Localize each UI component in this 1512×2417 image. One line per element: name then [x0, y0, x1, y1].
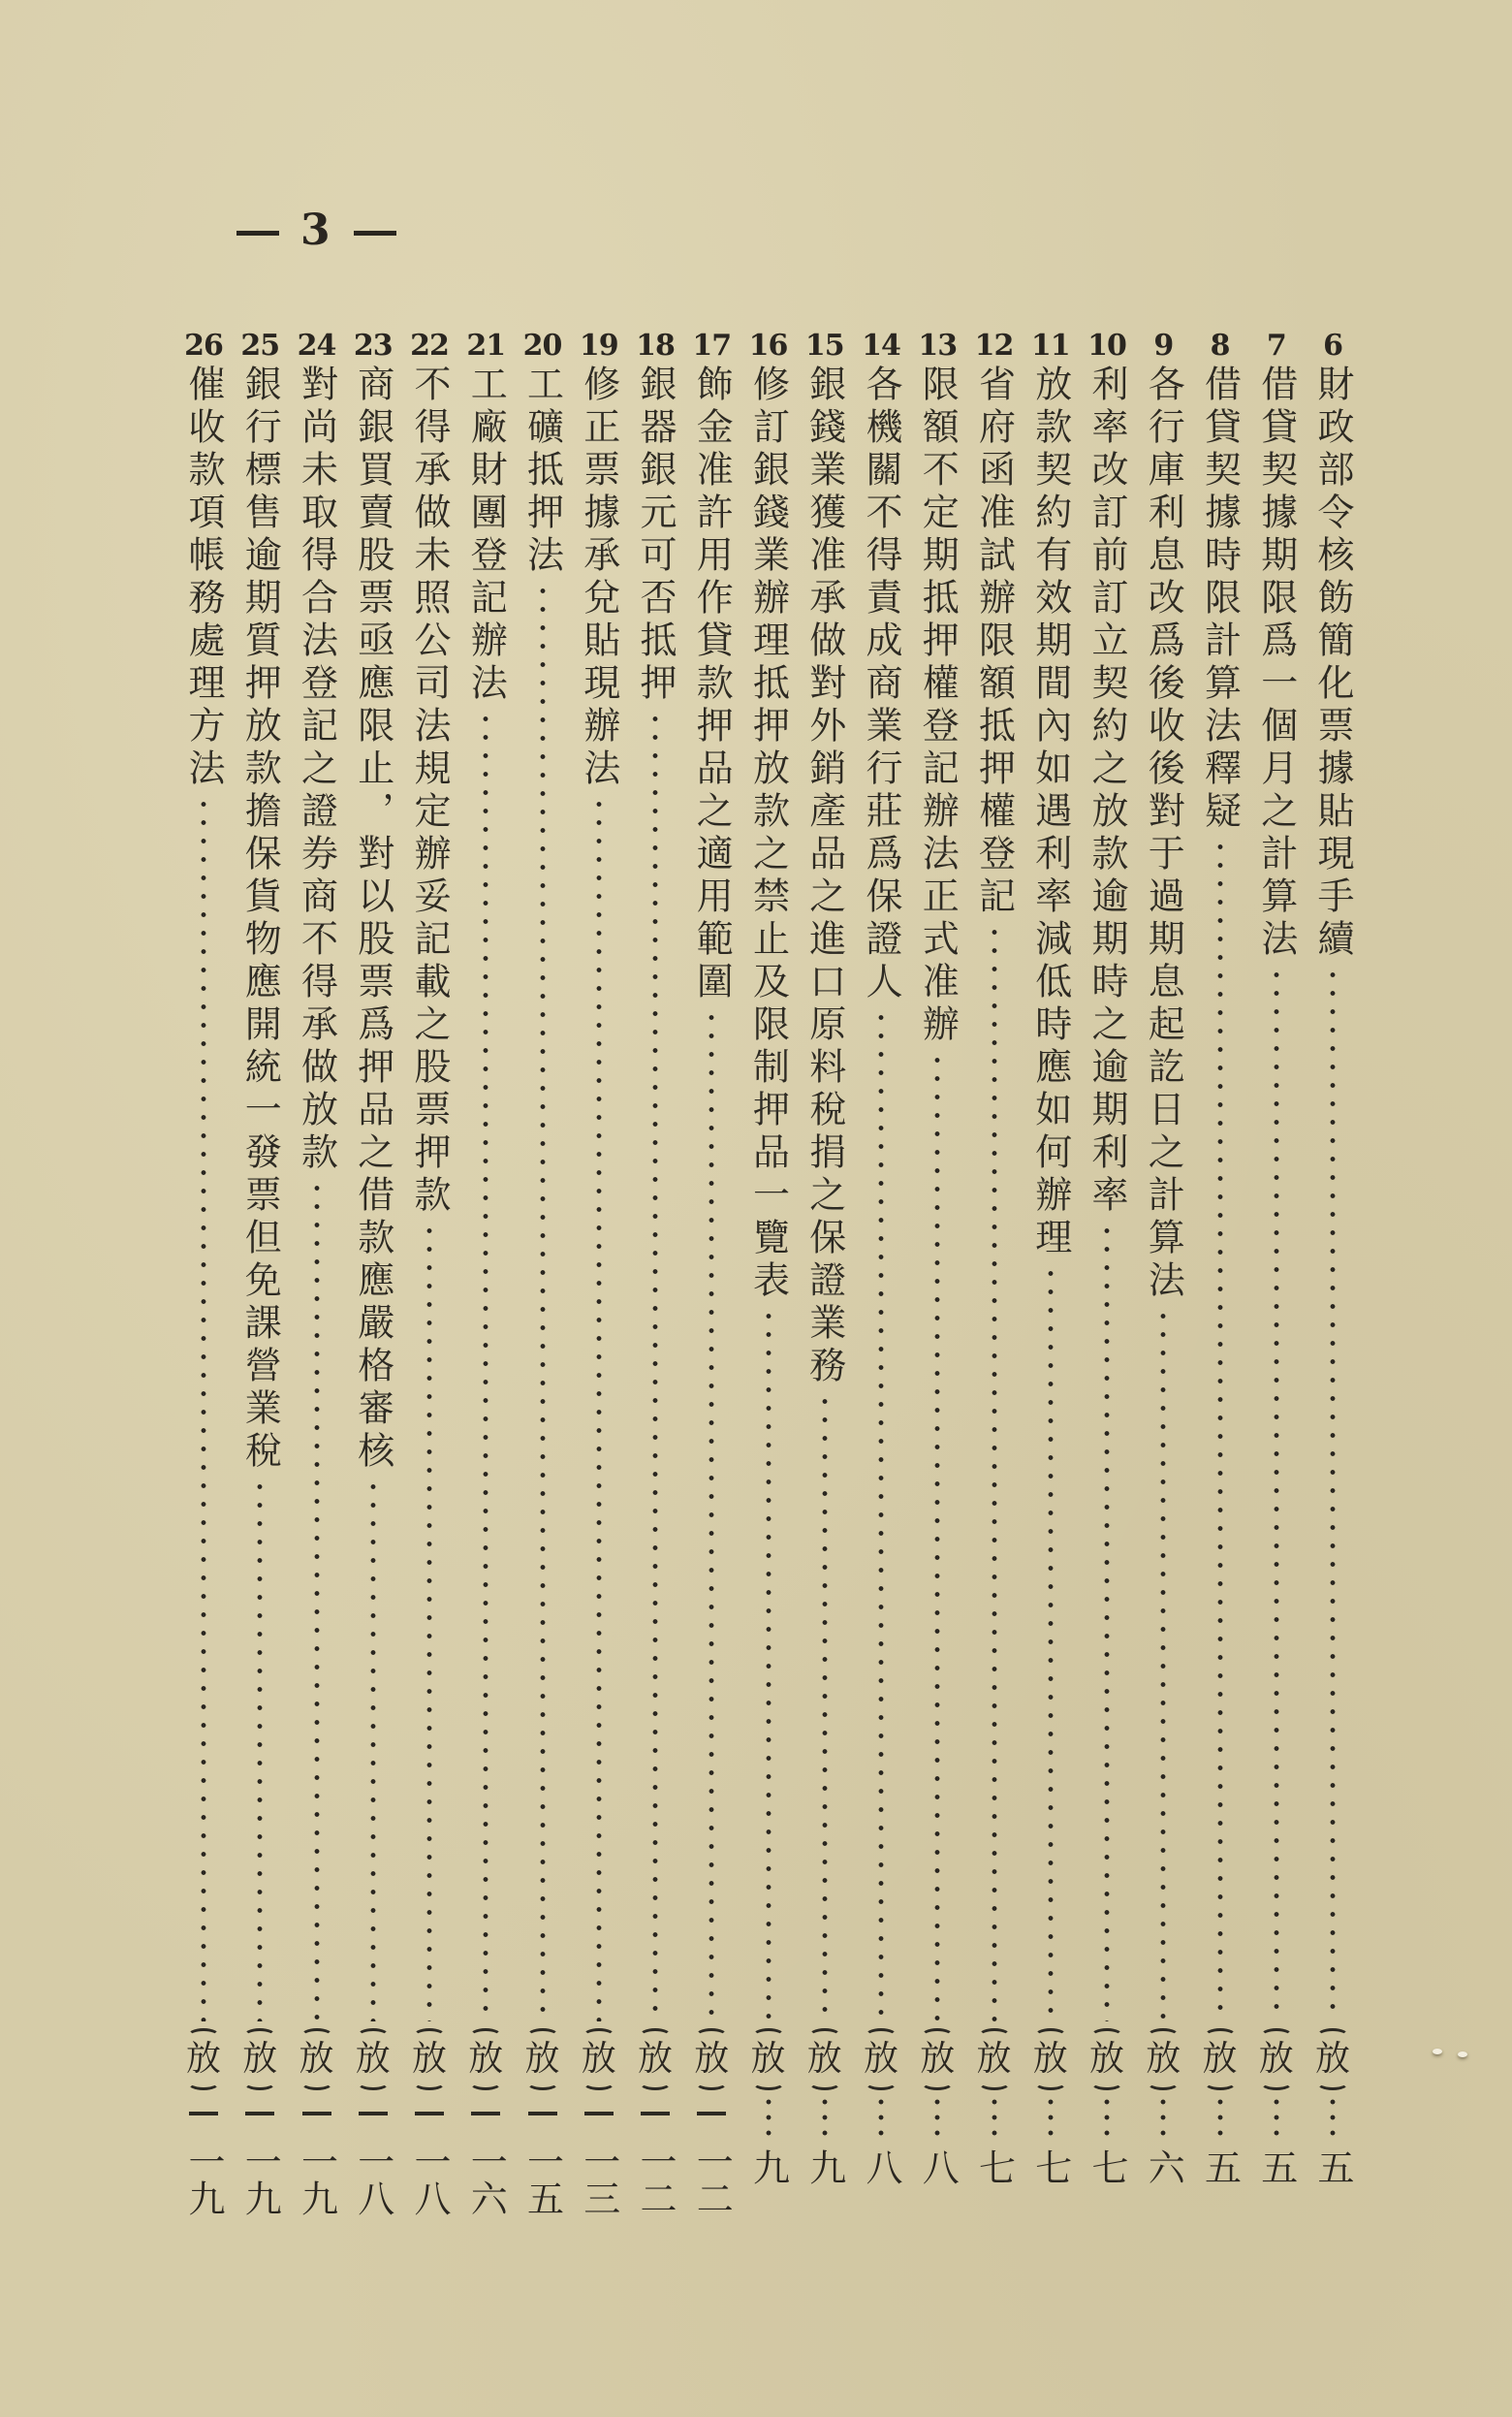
volume-label: 放: [694, 2039, 730, 2079]
toc-page-reference: [464, 2028, 507, 2216]
paper-blemish: [1433, 2049, 1442, 2054]
page-dot-leader: [934, 2094, 940, 2139]
toc-entry-number: 14: [862, 329, 900, 363]
dot-leader: [1330, 966, 1336, 2021]
dot-leader: [370, 1478, 376, 2021]
toc-entry-number: 7: [1266, 329, 1286, 363]
volume-label: 放: [637, 2039, 673, 2079]
page-number-ref: 一二: [690, 2143, 734, 2216]
page-number-dash-left: [236, 231, 279, 236]
volume-label: 放: [1258, 2039, 1294, 2079]
toc-entry[interactable]: [1198, 329, 1243, 2185]
page-number-ref: 六: [1142, 2148, 1185, 2185]
paper-blemish: [1458, 2051, 1467, 2057]
toc-entry-title: 修正票據承兌貼現辦法: [577, 365, 620, 791]
toc-page-reference: [860, 2028, 902, 2185]
page-dash: [245, 2112, 274, 2115]
volume-label: 放: [750, 2039, 786, 2079]
toc-page-reference: [747, 2028, 790, 2185]
page-dot-leader: [1048, 2094, 1054, 2139]
table-of-contents: [0, 329, 1512, 2216]
toc-entry-number: 9: [1153, 329, 1174, 363]
toc-entry[interactable]: [1085, 329, 1129, 2185]
toc-page-reference: [578, 2028, 620, 2216]
volume-label: 放: [920, 2039, 956, 2079]
toc-page-reference: [916, 2028, 959, 2185]
toc-entry-title: 工廠財團登記辦法: [464, 365, 508, 706]
page-dash: [584, 2112, 614, 2115]
toc-entry-title: 借貸契據時限計算法釋疑: [1198, 365, 1242, 834]
toc-entry[interactable]: [746, 329, 791, 2185]
paren-close-icon: [1034, 2079, 1067, 2090]
dot-leader: [1274, 966, 1279, 2021]
toc-entry[interactable]: [351, 329, 395, 2216]
page-number-ref: 七: [972, 2148, 1016, 2185]
dot-leader: [483, 710, 488, 2021]
volume-label: 放: [976, 2039, 1012, 2079]
paren-close-icon: [865, 2079, 898, 2090]
volume-label: 放: [299, 2039, 334, 2079]
toc-entry[interactable]: [520, 329, 565, 2216]
volume-label: 放: [1032, 2039, 1068, 2079]
page-number-ref: 八: [916, 2148, 960, 2185]
toc-entry-number: 8: [1210, 329, 1230, 363]
page-number-ref: 五: [1198, 2148, 1242, 2185]
volume-label: 放: [468, 2039, 504, 2079]
paren-close-icon: [1147, 2079, 1180, 2090]
page-dot-leader: [1330, 2094, 1336, 2139]
toc-page-reference: [1086, 2028, 1128, 2185]
page-dash: [641, 2112, 670, 2115]
page-dot-leader: [1104, 2094, 1110, 2139]
page-number-ref: 一八: [408, 2143, 451, 2216]
page-number-ref: 一六: [464, 2143, 508, 2216]
paren-close-icon: [921, 2079, 954, 2090]
paren-close-icon: [357, 2079, 390, 2090]
page-dash: [415, 2112, 444, 2115]
toc-entry-title: 飾金准許用作貸款押品之適用範圍: [690, 365, 734, 1004]
toc-entry[interactable]: [859, 329, 903, 2185]
page-number-ref: 一八: [351, 2143, 394, 2216]
page-dash: [528, 2112, 557, 2115]
toc-entry-title: 借貸契據期限爲一個月之計算法: [1254, 365, 1298, 962]
page-dash: [189, 2112, 218, 2115]
volume-label: 放: [355, 2039, 391, 2079]
toc-entry-number: 15: [804, 329, 844, 363]
toc-entry-title: 各行庫利息改爲後收後對于過期息起訖日之計算法: [1142, 365, 1185, 1303]
toc-entry-title: 商銀買賣股票亟應限止，對以股票爲押品之借款應嚴格審核: [351, 365, 394, 1474]
volume-label: 放: [1146, 2039, 1181, 2079]
toc-entry-title: 各機關不得責成商業行莊爲保證人: [860, 365, 902, 1004]
paren-close-icon: [1316, 2079, 1349, 2090]
toc-page-reference: [408, 2028, 451, 2216]
toc-entry-title: 工礦抵押法: [520, 365, 564, 578]
page-number-ref: 五: [1311, 2148, 1354, 2185]
volume-label: 放: [1088, 2039, 1124, 2079]
toc-entry-number: 6: [1323, 329, 1342, 363]
toc-page-reference: [973, 2028, 1016, 2185]
volume-label: 放: [524, 2039, 560, 2079]
toc-page-reference: [634, 2028, 677, 2216]
toc-entry-number: 23: [353, 329, 393, 363]
page-dot-leader: [878, 2094, 884, 2139]
toc-entry-number: 13: [918, 329, 958, 363]
dot-leader: [709, 1008, 714, 2021]
volume-label: 放: [1314, 2039, 1350, 2079]
page-dash: [697, 2112, 726, 2115]
toc-entry[interactable]: [1254, 329, 1299, 2185]
paren-close-icon: [1204, 2079, 1237, 2090]
paren-close-icon: [1090, 2079, 1123, 2090]
page-dot-leader: [1274, 2094, 1279, 2139]
toc-entry-number: 19: [579, 329, 618, 363]
page-number: [215, 206, 418, 255]
dot-leader: [822, 1392, 828, 2021]
paren-close-icon: [1260, 2079, 1293, 2090]
page-dash: [359, 2112, 388, 2115]
toc-entry[interactable]: [577, 329, 621, 2216]
dot-leader: [652, 710, 658, 2021]
toc-entry[interactable]: [295, 329, 339, 2216]
page-dot-leader: [992, 2094, 997, 2139]
toc-entry-title: 限額不定期抵押權登記辦法正式准辦: [916, 365, 960, 1047]
page-number-value: 3: [300, 206, 332, 255]
toc-entry-number: 20: [522, 329, 562, 363]
page-dot-leader: [822, 2094, 828, 2139]
page-number-ref: 一九: [295, 2143, 338, 2216]
toc-entry-number: 22: [410, 329, 449, 363]
page-dot-leader: [766, 2094, 772, 2139]
page-dash: [302, 2112, 331, 2115]
toc-page-reference: [690, 2028, 733, 2216]
paren-close-icon: [413, 2079, 446, 2090]
paren-close-icon: [695, 2079, 728, 2090]
toc-entry-number: 21: [466, 329, 506, 363]
toc-entry[interactable]: [237, 329, 282, 2216]
dot-leader: [1048, 1264, 1054, 2021]
dot-leader: [201, 795, 206, 2021]
paren-close-icon: [808, 2079, 841, 2090]
dot-leader: [1217, 838, 1223, 2021]
volume-label: 放: [863, 2039, 898, 2079]
volume-label: 放: [581, 2039, 616, 2079]
volume-label: 放: [242, 2039, 278, 2079]
toc-entry[interactable]: [181, 329, 226, 2216]
toc-entry-title: 不得承做未照公司法規定辦妥記載之股票押款: [408, 365, 451, 1218]
toc-entry[interactable]: [1028, 329, 1073, 2185]
toc-page-reference: [521, 2028, 564, 2216]
page-number-ref: 九: [746, 2148, 790, 2185]
toc-entry[interactable]: [915, 329, 960, 2185]
toc-page-reference: [1199, 2028, 1242, 2185]
dot-leader: [596, 795, 602, 2021]
page-number-ref: 八: [860, 2148, 902, 2185]
toc-entry-number: 16: [748, 329, 788, 363]
toc-entry-number: 11: [1030, 329, 1070, 363]
toc-page-reference: [1029, 2028, 1072, 2185]
dot-leader: [766, 1307, 772, 2021]
toc-entry-title: 財政部令核飭簡化票據貼現手續: [1311, 365, 1354, 962]
toc-page-reference: [1311, 2028, 1354, 2185]
toc-entry-title: 省府函准試辦限額抵押權登記: [972, 365, 1016, 919]
toc-entry[interactable]: [1141, 329, 1185, 2185]
volume-label: 放: [411, 2039, 447, 2079]
toc-entry-number: 18: [636, 329, 675, 363]
toc-entry-title: 銀器銀元可否抵押: [634, 365, 677, 706]
volume-label: 放: [1202, 2039, 1238, 2079]
toc-entry-title: 利率改訂前訂立契約之放款逾期時之逾期利率: [1086, 365, 1128, 1218]
page-dot-leader: [1217, 2094, 1223, 2139]
dot-leader: [1104, 1222, 1110, 2021]
toc-entry-title: 放款契約有效期間內如遇利率減低時應如何辦理: [1028, 365, 1072, 1260]
page-number-ref: 七: [1086, 2148, 1128, 2185]
page-number-ref: 五: [1254, 2148, 1298, 2185]
toc-entry-title: 對尚未取得合法登記之證券商不得承做放款: [295, 365, 338, 1175]
paren-close-icon: [187, 2079, 220, 2090]
page-number-ref: 一九: [238, 2143, 282, 2216]
dot-leader: [426, 1222, 432, 2021]
toc-entry[interactable]: [689, 329, 734, 2216]
dot-leader: [992, 923, 997, 2021]
dot-leader: [878, 1008, 884, 2021]
page-number-ref: 七: [1028, 2148, 1072, 2185]
page-number-ref: 一五: [520, 2143, 564, 2216]
toc-entry[interactable]: [463, 329, 508, 2216]
page-dot-leader: [1160, 2094, 1166, 2139]
toc-entry-number: 12: [974, 329, 1014, 363]
dot-leader: [1160, 1307, 1166, 2021]
paren-close-icon: [752, 2079, 785, 2090]
toc-page-reference: [352, 2028, 394, 2216]
toc-entry[interactable]: [803, 329, 847, 2185]
toc-entry-title: 銀行標售逾期質押放款擔保貨物應開統一發票但免課營業稅: [238, 365, 282, 1474]
dot-leader: [314, 1179, 320, 2021]
paren-close-icon: [639, 2079, 672, 2090]
toc-entry-title: 銀錢業獲准承做對外銷產品之進口原料稅捐之保證業務: [803, 365, 846, 1388]
toc-entry-number: 25: [240, 329, 280, 363]
page-number-ref: 一三: [577, 2143, 620, 2216]
toc-entry-number: 10: [1087, 329, 1126, 363]
toc-page-reference: [1255, 2028, 1298, 2185]
page-number-dash-right: [354, 231, 396, 236]
page-number-ref: 一九: [182, 2143, 225, 2216]
page-number-ref: 九: [803, 2148, 846, 2185]
volume-label: 放: [806, 2039, 842, 2079]
toc-page-reference: [182, 2028, 225, 2216]
paren-close-icon: [243, 2079, 276, 2090]
page-number-ref: 一二: [634, 2143, 677, 2216]
page-dash: [471, 2112, 500, 2115]
paren-close-icon: [526, 2079, 559, 2090]
toc-page-reference: [296, 2028, 338, 2216]
paren-close-icon: [978, 2079, 1011, 2090]
dot-leader: [934, 1051, 940, 2021]
toc-entry-number: 26: [184, 329, 223, 363]
toc-entry[interactable]: [633, 329, 677, 2216]
toc-entry-title: 修訂銀錢業辦理抵押放款之禁止及限制押品一覽表: [746, 365, 790, 1303]
paren-close-icon: [300, 2079, 333, 2090]
toc-entry[interactable]: [1310, 329, 1355, 2185]
toc-entry[interactable]: [972, 329, 1017, 2185]
toc-page-reference: [803, 2028, 846, 2185]
toc-page-reference: [238, 2028, 281, 2216]
toc-entry[interactable]: [407, 329, 452, 2216]
toc-page-reference: [1142, 2028, 1184, 2185]
paren-close-icon: [583, 2079, 615, 2090]
paren-close-icon: [469, 2079, 502, 2090]
toc-entry-number: 24: [297, 329, 336, 363]
volume-label: 放: [185, 2039, 221, 2079]
dot-leader: [257, 1478, 263, 2021]
toc-entry-number: 17: [692, 329, 732, 363]
dot-leader: [540, 582, 546, 2021]
toc-entry-title: 催收款項帳務處理方法: [182, 365, 225, 791]
